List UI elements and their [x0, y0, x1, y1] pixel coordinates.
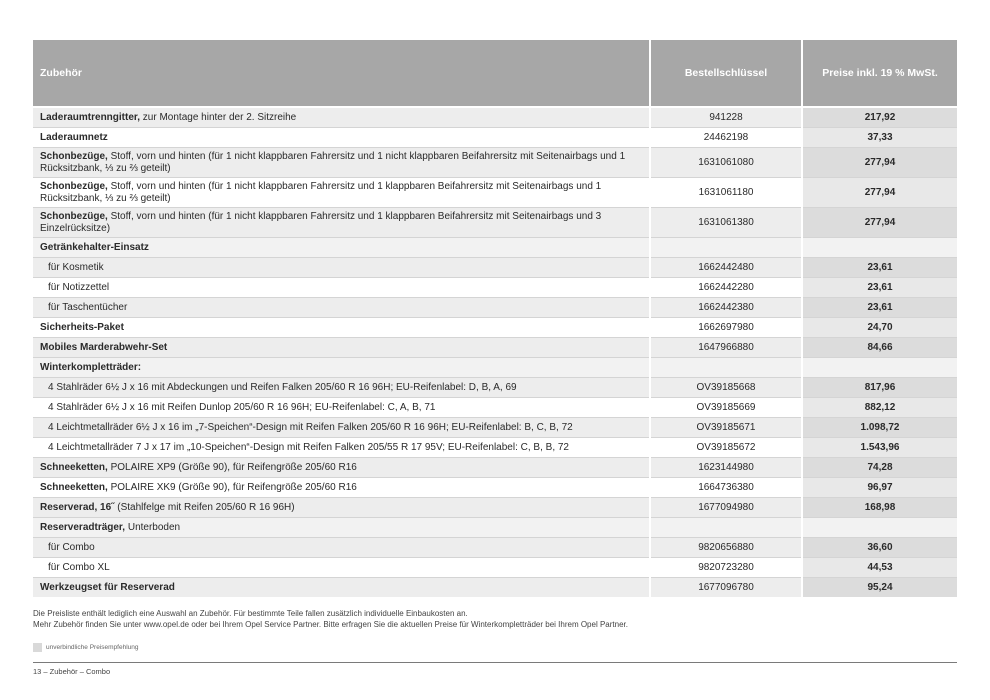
price: 24,70	[802, 318, 957, 338]
price: 168,98	[802, 498, 957, 518]
item-detail: für Kosmetik	[48, 261, 104, 273]
item-detail: POLAIRE XK9 (Größe 90), für Reifengröße 205/60 R16	[107, 481, 357, 493]
legend-swatch	[33, 643, 42, 652]
table-row	[33, 458, 957, 478]
item-detail: (Stahlfelge mit Reifen 205/60 R 16 96H)	[114, 501, 295, 513]
table-row	[33, 208, 957, 238]
item-name: Laderaumtrenngitter,	[40, 111, 141, 123]
header-price: Preise inkl. 19 % MwSt.	[802, 40, 957, 107]
item-name: Werkzeugset für Reserverad	[40, 581, 175, 593]
item-description	[33, 458, 650, 478]
order-code: 1662697980	[650, 318, 802, 338]
item-description	[33, 538, 650, 558]
price: 23,61	[802, 258, 957, 278]
item-description	[33, 278, 650, 298]
item-description	[33, 498, 650, 518]
item-description	[33, 238, 650, 258]
order-code: 9820656880	[650, 538, 802, 558]
item-description	[33, 558, 650, 578]
footnote	[33, 608, 628, 630]
item-description	[33, 438, 650, 458]
item-name: Schonbezüge,	[40, 181, 108, 192]
order-code: OV39185672	[650, 438, 802, 458]
table-row	[33, 578, 957, 598]
item-detail: 4 Leichtmetallräder 6½ J x 16 im „7-Speichen“-Design mit Reifen Falken 205/60 R 16 96H; EU-Reifenlabel: B, C, B, 72	[48, 421, 573, 433]
item-detail: für Combo XL	[48, 561, 110, 573]
item-name: Getränkehalter-Einsatz	[40, 241, 149, 253]
item-description	[33, 318, 650, 338]
table-row	[33, 558, 957, 578]
table-row	[33, 238, 957, 258]
order-code: 1662442280	[650, 278, 802, 298]
order-code: 1623144980	[650, 458, 802, 478]
table-row	[33, 358, 957, 378]
item-name: Sicherheits-Paket	[40, 321, 124, 333]
price: 1.098,72	[802, 418, 957, 438]
item-description	[33, 398, 650, 418]
table-row	[33, 478, 957, 498]
item-detail: für Notizzettel	[48, 281, 110, 293]
item-detail: Stoff, vorn und hinten (für 1 nicht klappbaren Fahrersitz und 1 klappbaren Beifahrersitz mit Seitenairbags und 1 Rücksitzbank, ⅓ zu ⅔ geteilt)	[40, 181, 602, 204]
item-detail: POLAIRE XP9 (Größe 90), für Reifengröße 205/60 R16	[107, 461, 357, 473]
table-row	[33, 438, 957, 458]
order-code: 1631061380	[650, 208, 802, 238]
header-order-code: Bestellschlüssel	[650, 40, 802, 107]
table-row	[33, 148, 957, 178]
order-code: 1662442480	[650, 258, 802, 278]
order-code: OV39185671	[650, 418, 802, 438]
order-code: OV39185668	[650, 378, 802, 398]
item-detail: 4 Leichtmetallräder 7 J x 17 im „10-Speichen“-Design mit Reifen Falken 205/55 R 17 95V; EU-Reifenlabel: C, B, B, 72	[48, 441, 569, 453]
footnote-line-2: Mehr Zubehör finden Sie unter www.opel.de oder bei Ihrem Opel Service Partner. Bitte erfragen Sie die aktuellen Preise für Winterkompletträder bei Ihrem Opel Partner.	[33, 620, 628, 629]
item-name: Reserverad, 16˝	[40, 501, 115, 513]
item-description	[33, 298, 650, 318]
item-detail: zur Montage hinter der 2. Sitzreihe	[140, 111, 297, 123]
item-description	[33, 358, 650, 378]
order-code: 1677096780	[650, 578, 802, 598]
item-description	[33, 208, 650, 238]
price: 882,12	[802, 398, 957, 418]
order-code	[650, 238, 802, 258]
table-row	[33, 518, 957, 538]
item-detail: Unterboden	[125, 521, 181, 533]
item-description	[33, 148, 650, 178]
order-code: 9820723280	[650, 558, 802, 578]
item-name: Mobiles Marderabwehr-Set	[40, 341, 168, 353]
table-row	[33, 538, 957, 558]
order-code	[650, 358, 802, 378]
item-description	[33, 258, 650, 278]
item-description	[33, 128, 650, 148]
price	[802, 238, 957, 258]
price	[802, 518, 957, 538]
price: 23,61	[802, 298, 957, 318]
price: 23,61	[802, 278, 957, 298]
page-footer: 13 – Zubehör – Combo	[33, 667, 111, 676]
item-name: Reserveradträger,	[40, 521, 126, 533]
accessory-price-table	[33, 40, 957, 597]
price: 277,94	[802, 208, 957, 238]
table-body	[33, 107, 957, 597]
item-description	[33, 578, 650, 598]
price: 277,94	[802, 148, 957, 178]
table-row	[33, 107, 957, 128]
table-row	[33, 128, 957, 148]
price-legend	[33, 643, 139, 652]
price: 36,60	[802, 538, 957, 558]
order-code: 24462198	[650, 128, 802, 148]
order-code: OV39185669	[650, 398, 802, 418]
price: 1.543,96	[802, 438, 957, 458]
order-code: 941228	[650, 107, 802, 128]
price: 95,24	[802, 578, 957, 598]
item-detail: Stoff, vorn und hinten (für 1 nicht klappbaren Fahrersitz und 1 nicht klappbaren Beifahrersitz mit Seitenairbags und 1 Rücksitzbank, ⅓ zu ⅔ geteilt)	[40, 151, 626, 174]
item-description	[33, 418, 650, 438]
price: 37,33	[802, 128, 957, 148]
item-name: Winterkompletträder:	[40, 361, 142, 373]
legend-label: unverbindliche Preisempfehlung	[46, 644, 139, 651]
order-code: 1631061080	[650, 148, 802, 178]
table-row	[33, 378, 957, 398]
item-detail: 4 Stahlräder 6½ J x 16 mit Reifen Dunlop 205/60 R 16 96H; EU-Reifenlabel: C, A, B, 71	[48, 401, 436, 413]
order-code: 1677094980	[650, 498, 802, 518]
table-row	[33, 318, 957, 338]
price: 84,66	[802, 338, 957, 358]
price: 74,28	[802, 458, 957, 478]
table-header-row	[33, 40, 957, 107]
item-detail: Stoff, vorn und hinten (für 1 nicht klappbaren Fahrersitz und 1 klappbaren Beifahrersitz mit Seitenairbags und 3 Einzelrücksitze)	[40, 211, 602, 234]
item-description	[33, 178, 650, 208]
order-code: 1664736380	[650, 478, 802, 498]
table-row	[33, 278, 957, 298]
item-description	[33, 107, 650, 128]
header-accessory: Zubehör	[33, 40, 650, 107]
item-name: Schneeketten,	[40, 461, 108, 473]
price: 217,92	[802, 107, 957, 128]
order-code: 1631061180	[650, 178, 802, 208]
table-row	[33, 338, 957, 358]
table-row	[33, 498, 957, 518]
footer-divider	[33, 662, 957, 663]
footnote-line-1: Die Preisliste enthält lediglich eine Auswahl an Zubehör. Für bestimmte Teile fallen zusätzlich individuelle Einbaukosten an.	[33, 609, 468, 618]
item-detail: für Combo	[48, 541, 95, 553]
table-row	[33, 178, 957, 208]
item-name: Schneeketten,	[40, 481, 108, 493]
price: 96,97	[802, 478, 957, 498]
order-code	[650, 518, 802, 538]
item-name: Schonbezüge,	[40, 151, 108, 162]
price: 44,53	[802, 558, 957, 578]
item-description	[33, 378, 650, 398]
item-description	[33, 338, 650, 358]
item-detail: für Taschentücher	[48, 301, 128, 313]
order-code: 1647966880	[650, 338, 802, 358]
item-description	[33, 518, 650, 538]
table-row	[33, 298, 957, 318]
price: 817,96	[802, 378, 957, 398]
table-row	[33, 398, 957, 418]
item-name: Laderaumnetz	[40, 131, 108, 143]
table-row	[33, 418, 957, 438]
price: 277,94	[802, 178, 957, 208]
item-description	[33, 478, 650, 498]
item-name: Schonbezüge,	[40, 211, 108, 222]
table-row	[33, 258, 957, 278]
price	[802, 358, 957, 378]
item-detail: 4 Stahlräder 6½ J x 16 mit Abdeckungen und Reifen Falken 205/60 R 16 96H; EU-Reifenlabel: D, B, A, 69	[48, 381, 517, 393]
order-code: 1662442380	[650, 298, 802, 318]
